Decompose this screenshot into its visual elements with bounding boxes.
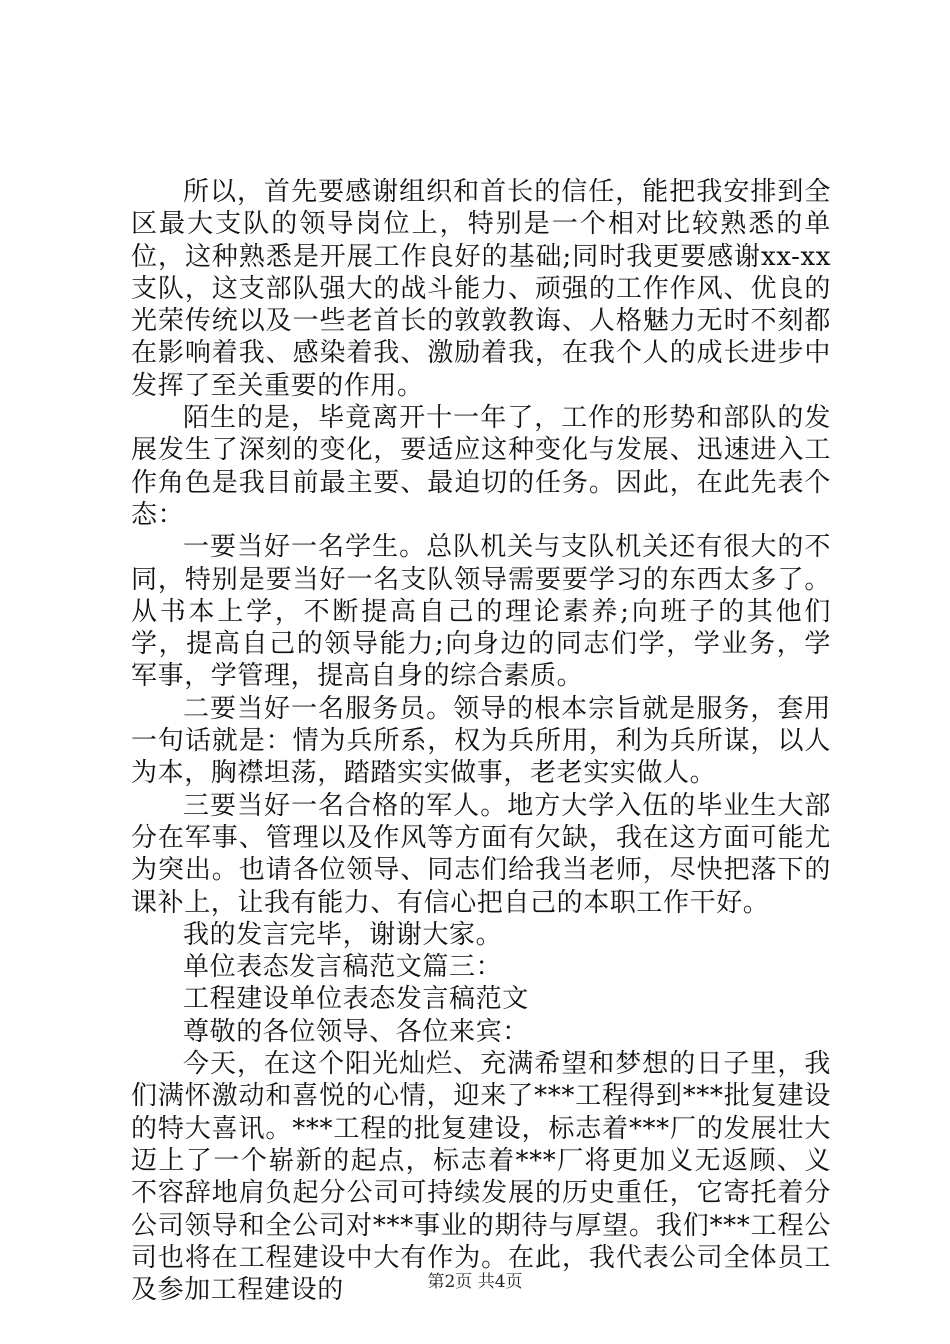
salutation: 尊敬的各位领导、各位来宾： <box>183 1016 529 1047</box>
section-title: 工程建设单位表态发言稿范文 <box>183 984 529 1015</box>
section-heading-part-three: 单位表态发言稿范文篇三： <box>183 952 503 983</box>
paragraph-today: 今天，在这个阳光灿烂、充满希望和梦想的日子里，我们满怀激动和喜悦的心情，迎来了***工程得到***批复建设的特大喜讯。***工程的批复建设，标志着***厂的发展壮大迈上了一个崭新的起点，标志着***厂将更加义无返顾、义不容辞地肩负起分公司可持续发展的历史重任，它寄托着分公司领导和全公司对***事业的期待与厚望。我们***工程公司也将在工程建设中大有作为。在此，我代表公司全体员工及参加工程建设的 <box>131 1049 831 1306</box>
paragraph-closing: 我的发言完毕，谢谢大家。 <box>183 919 503 950</box>
paragraph-be-soldier: 三要当好一名合格的军人。地方大学入伍的毕业生大部分在军事、管理以及作风等方面有欠缺，我在这方面可能尤为突出。也请各位领导、同志们给我当老师，尽快把落下的课补上，让我有能力、有信心把自己的本职工作干好。 <box>131 790 831 918</box>
paragraph-gratitude: 所以，首先要感谢组织和首长的信任，能把我安排到全区最大支队的领导岗位上，特别是一个相对比较熟悉的单位，这种熟悉是开展工作良好的基础;同时我更要感谢xx-xx支队，这支部队强大的战斗能力、顽强的工作作风、优良的光荣传统以及一些老首长的敦敦教诲、人格魅力无时不刻都在影响着我、感染着我、激励着我，在我个人的成长进步中发挥了至关重要的作用。 <box>131 177 831 401</box>
document-body <box>131 176 831 1306</box>
paragraph-unfamiliar: 陌生的是，毕竟离开十一年了，工作的形势和部队的发展发生了深刻的变化，要适应这种变化与发展、迅速进入工作角色是我目前最主要、最迫切的任务。因此，在此先表个态： <box>131 403 831 530</box>
paragraph-be-servant: 二要当好一名服务员。领导的根本宗旨就是服务，套用一句话就是：情为兵所系，权为兵所用，利为兵所谋，以人为本，胸襟坦荡，踏踏实实做事，老老实实做人。 <box>131 693 831 789</box>
paragraph-be-student: 一要当好一名学生。总队机关与支队机关还有很大的不同，特别是要当好一名支队领导需要要学习的东西太多了。从书本上学，不断提高自己的理论素养;向班子的其他们学，提高自己的领导能力;向身边的同志们学，学业务，学军事，学管理，提高自身的综合素质。 <box>131 532 831 692</box>
page-number-footer: 第2页 共4页 <box>427 1272 523 1292</box>
